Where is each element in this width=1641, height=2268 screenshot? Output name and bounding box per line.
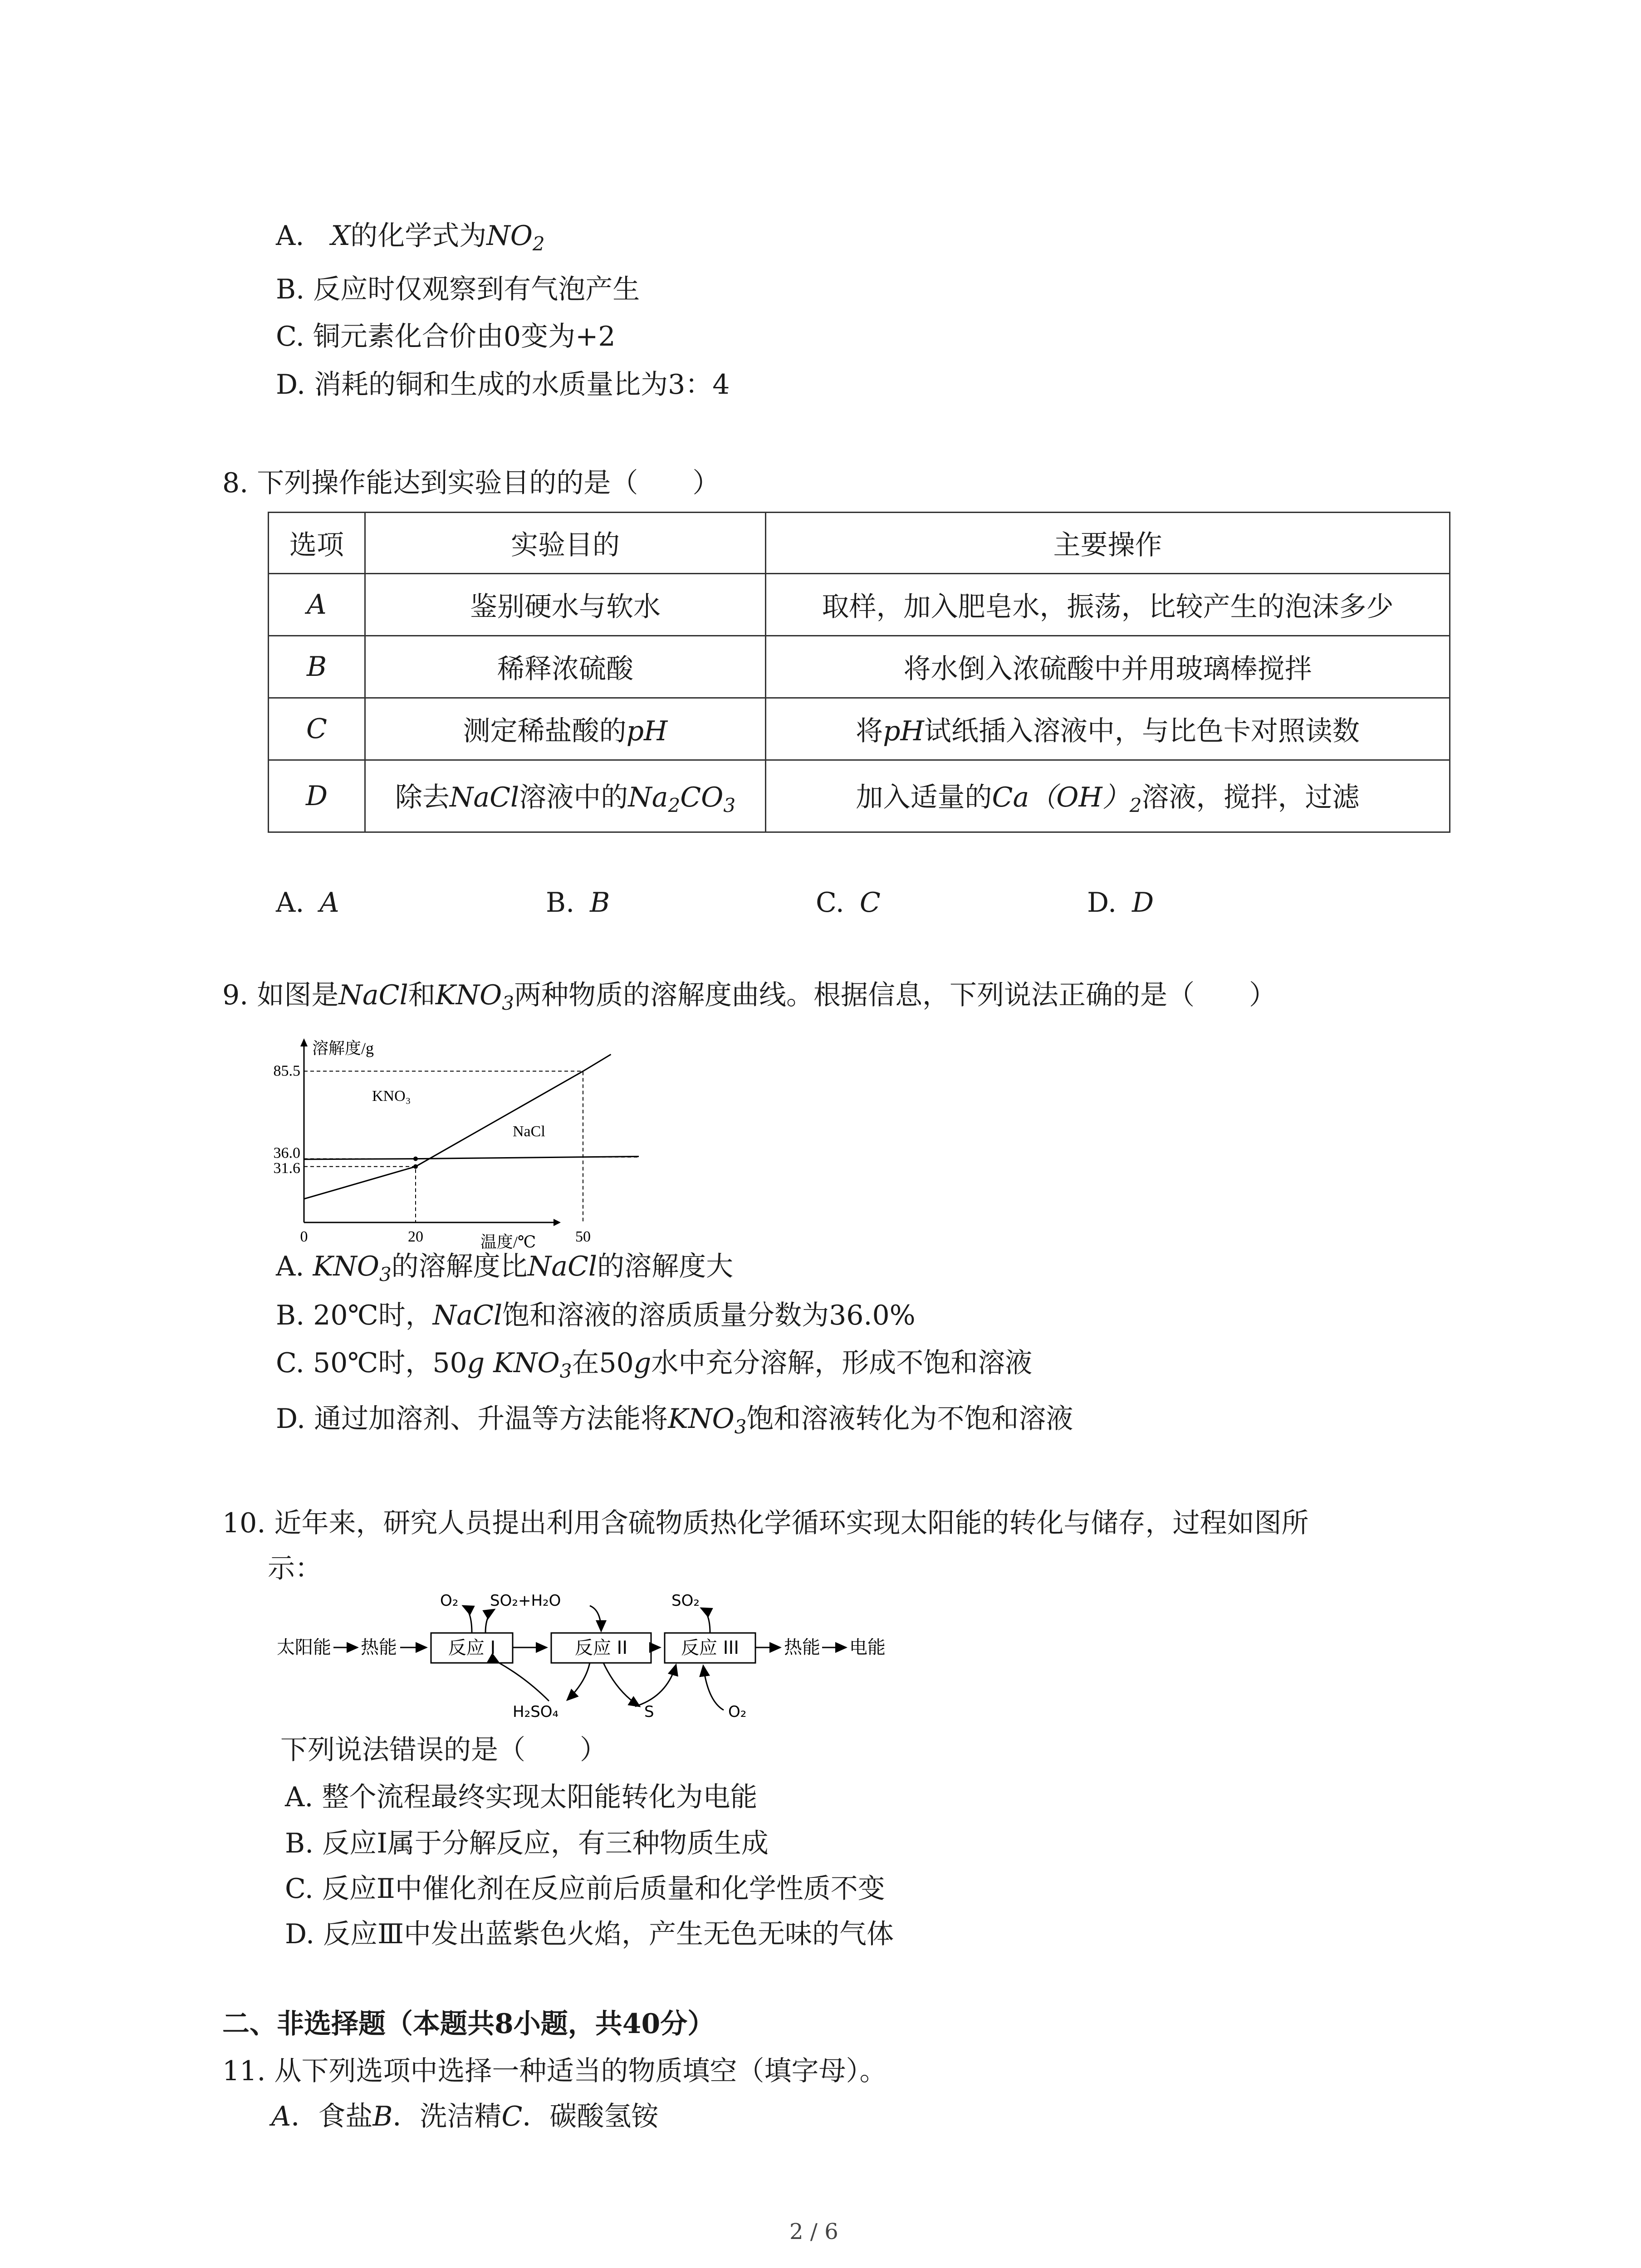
- q7-a-text: 的化学式为: [350, 220, 487, 252]
- q9-option-b: [276, 1297, 916, 1334]
- row-operation: 取样，加入肥皂水，振荡，比较产生的泡沫多少: [766, 574, 1450, 636]
- q9-formula: NaCl: [338, 979, 408, 1011]
- q8-stem: 8. 下列操作能达到实验目的的是（ ）: [222, 467, 720, 499]
- q9-a-formula: NaCl: [527, 1251, 598, 1282]
- q9-formula: KNO: [435, 979, 502, 1011]
- row-operation: [766, 760, 1450, 832]
- q11-opt-text: ．食盐: [291, 2101, 373, 2132]
- q7-a-x: X: [331, 220, 351, 252]
- x-tick-label: 0: [300, 1228, 308, 1245]
- q10-stem-line2: 示：: [268, 1553, 322, 1584]
- q10-ask: 下列说法错误的是（ ）: [280, 1734, 607, 1766]
- q9-c-formula: KNO: [485, 1347, 560, 1379]
- op-formula: pH: [883, 715, 924, 747]
- q9-text: 两种物质的溶解度曲线。根据信息，下列说法正确的是（ ）: [514, 979, 1276, 1011]
- choice-value: D: [1132, 887, 1154, 919]
- q9-b-text: 饱和溶液的溶质质量分数为36.0%: [502, 1300, 916, 1331]
- purpose-formula: Na: [628, 782, 668, 814]
- op-text: 加入适量的: [856, 782, 992, 814]
- q9-option-d: [276, 1401, 1073, 1445]
- y-axis-label: 溶解度/g: [312, 1039, 374, 1057]
- purpose-sub: 2: [668, 794, 681, 816]
- table-row: [269, 760, 1450, 832]
- purpose-formula: pH: [626, 715, 668, 747]
- q9-c-unit: g: [467, 1347, 485, 1379]
- q9-c-text: 水中充分溶解，形成不饱和溶液: [651, 1347, 1033, 1379]
- q8-choice-d: [1087, 885, 1154, 921]
- q9-d-text: D. 通过加溶剂、升温等方法能将: [276, 1403, 668, 1435]
- reaction-2-label: 反应 II: [574, 1637, 628, 1658]
- o2-input-label: O₂: [728, 1703, 747, 1721]
- y-tick-label: 36.0: [273, 1144, 300, 1162]
- row-option: D: [269, 760, 365, 832]
- page-number: 2 / 6: [789, 2219, 838, 2244]
- heat-energy-label-2: 热能: [784, 1637, 820, 1658]
- x-tick-label: 20: [408, 1228, 423, 1245]
- q9-b-text: B. 20℃时，: [276, 1300, 433, 1331]
- y-tick-label: 31.6: [273, 1159, 300, 1177]
- purpose-formula: NaCl: [449, 782, 519, 814]
- choice-letter: B.: [546, 887, 575, 919]
- section-2-title: 二、非选择题（本题共8小题，共40分）: [222, 2008, 715, 2040]
- q7-option-b: B. 反应时仅观察到有气泡产生: [276, 274, 640, 305]
- q11-opt-text: ．碳酸氢铵: [522, 2101, 659, 2132]
- so2-output-label: SO₂: [671, 1592, 700, 1610]
- purpose-text: 测定稀盐酸的: [463, 715, 627, 747]
- op-text: 溶液，搅拌，过滤: [1141, 782, 1360, 814]
- series-label-kno3: KNO₃: [372, 1088, 411, 1105]
- q10-stem-line1: 10. 近年来，研究人员提出利用含硫物质热化学循环实现太阳能的转化与储存，过程如图所: [222, 1507, 1309, 1539]
- table-row: [269, 698, 1450, 760]
- op-formula: Ca（OH）: [992, 782, 1130, 814]
- row-operation: [766, 698, 1450, 760]
- q11-stem: 11. 从下列选项中选择一种适当的物质填空（填字母）。: [222, 2055, 887, 2087]
- data-point: [413, 1164, 418, 1169]
- header-operation: 主要操作: [766, 513, 1450, 574]
- x-tick-label: 50: [575, 1228, 591, 1245]
- q9-stem: [222, 977, 1276, 1022]
- experiment-table: [268, 512, 1450, 833]
- arrow: [463, 1606, 472, 1633]
- arrow: [499, 1663, 549, 1701]
- q9-d-sub: 3: [734, 1415, 747, 1438]
- choice-value: B: [590, 887, 610, 919]
- q9-c-text: 在50: [572, 1347, 634, 1379]
- q9-sub: 3: [502, 992, 514, 1014]
- choice-value: A: [319, 887, 339, 919]
- q7-option-d: D. 消耗的铜和生成的水质量比为3：4: [276, 369, 730, 401]
- data-point: [413, 1157, 418, 1161]
- q9-text: 和: [408, 979, 436, 1011]
- q8-choice-a: [276, 885, 339, 921]
- row-purpose: [365, 698, 766, 760]
- choice-letter: C.: [816, 887, 844, 919]
- row-option: C: [269, 698, 365, 760]
- solubility-chart: [254, 1032, 591, 1251]
- arrow: [703, 1666, 724, 1710]
- op-text: 将: [856, 715, 883, 747]
- table-header-row: [269, 513, 1450, 574]
- arrow: [590, 1606, 601, 1631]
- q11-opt-letter: C: [501, 2101, 523, 2132]
- x-axis-label: 温度/℃: [480, 1233, 536, 1251]
- q10-option-c: C. 反应Ⅱ中催化剂在反应前后质量和化学性质不变: [285, 1873, 885, 1905]
- q9-a-formula: KNO: [313, 1251, 379, 1282]
- header-option: 选项: [269, 513, 365, 574]
- q7-a-letter: A.: [276, 220, 304, 252]
- q9-c-sub: 3: [559, 1359, 572, 1382]
- row-option: B: [269, 636, 365, 698]
- sulfur-label: S: [644, 1703, 654, 1721]
- electric-energy-label: 电能: [849, 1637, 886, 1658]
- q9-a-text: 的溶解度大: [597, 1251, 734, 1282]
- q7-a-formula: NO: [486, 220, 533, 252]
- q10-option-b: B. 反应Ⅰ属于分解反应，有三种物质生成: [285, 1828, 769, 1859]
- purpose-formula: CO: [680, 782, 724, 814]
- y-tick-label: 85.5: [273, 1062, 300, 1080]
- q11-opt-text: ．洗洁精: [392, 2101, 502, 2132]
- q7-a-sub: 2: [532, 232, 545, 255]
- q9-c-text: C. 50℃时，50: [276, 1347, 467, 1379]
- q10-option-d: D. 反应Ⅲ中发出蓝紫色火焰，产生无色无味的气体: [285, 1918, 894, 1950]
- table-row: [269, 574, 1450, 636]
- purpose-text: 溶液中的: [519, 782, 628, 814]
- op-text: 试纸插入溶液中，与比色卡对照读数: [924, 715, 1360, 747]
- series-label-nacl: NaCl: [513, 1123, 545, 1140]
- q9-d-formula: KNO: [668, 1403, 735, 1435]
- q9-option-c: [276, 1345, 1032, 1389]
- q9-b-formula: NaCl: [432, 1300, 503, 1331]
- q9-a-sub: 3: [379, 1263, 392, 1286]
- h2so4-label: H₂SO₄: [513, 1703, 559, 1721]
- o2-output-label: O₂: [440, 1592, 459, 1610]
- q7-option-c: C. 铜元素化合价由0变为+2: [276, 321, 616, 352]
- so2-h2o-label: SO₂+H₂O: [490, 1592, 561, 1610]
- row-operation: 将水倒入浓硫酸中并用玻璃棒搅拌: [766, 636, 1450, 698]
- q9-a-text: 的溶解度比: [391, 1251, 528, 1282]
- series-line-0: [304, 1055, 611, 1199]
- q11-opt-letter: B: [372, 2101, 393, 2132]
- arrow: [635, 1665, 676, 1706]
- q11-options: [271, 2098, 658, 2135]
- arrow: [567, 1663, 590, 1700]
- table-row: [269, 636, 1450, 698]
- q8-choice-b: [546, 885, 610, 921]
- guide-line-85: [304, 1071, 583, 1222]
- header-purpose: 实验目的: [365, 513, 766, 574]
- q8-choice-c: [816, 885, 881, 921]
- heat-energy-label: 热能: [361, 1637, 397, 1658]
- q9-text: 9. 如图是: [222, 979, 339, 1011]
- arrow: [701, 1608, 710, 1633]
- reaction-1-label: 反应 I: [448, 1637, 496, 1658]
- q9-c-unit: g: [633, 1347, 652, 1379]
- op-sub: 2: [1129, 794, 1142, 816]
- row-purpose: 鉴别硬水与软水: [365, 574, 766, 636]
- q7-option-a: [276, 218, 545, 262]
- q9-d-text: 饱和溶液转化为不饱和溶液: [746, 1403, 1073, 1435]
- choice-value: C: [859, 887, 881, 919]
- sulfur-cycle-diagram: [272, 1588, 907, 1724]
- choice-letter: A.: [276, 887, 304, 919]
- row-purpose: [365, 760, 766, 832]
- purpose-sub: 3: [723, 794, 736, 816]
- q9-a-text: A.: [276, 1251, 313, 1282]
- choice-letter: D.: [1087, 887, 1117, 919]
- q10-option-a: A. 整个流程最终实现太阳能转化为电能: [285, 1781, 758, 1813]
- q9-option-a: [276, 1248, 733, 1293]
- purpose-text: 除去: [395, 782, 450, 814]
- q11-opt-letter: A: [271, 2101, 291, 2132]
- arrow: [603, 1663, 640, 1706]
- solar-energy-label: 太阳能: [277, 1637, 331, 1658]
- row-purpose: 稀释浓硫酸: [365, 636, 766, 698]
- arrow: [485, 1609, 495, 1633]
- reaction-3-label: 反应 III: [681, 1637, 740, 1658]
- series-line-1: [304, 1157, 639, 1159]
- row-option: A: [269, 574, 365, 636]
